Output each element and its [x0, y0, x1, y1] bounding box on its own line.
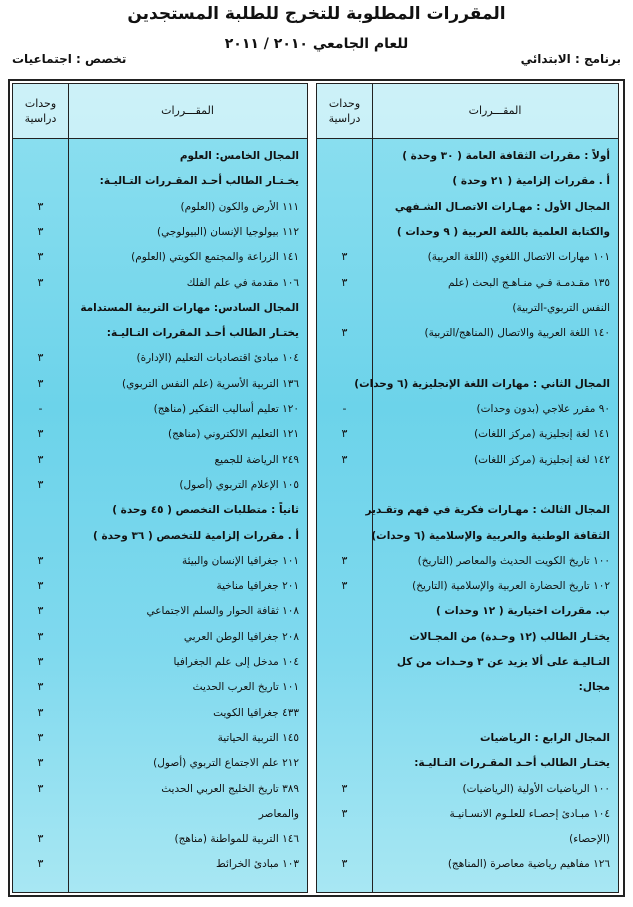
course-units: - [342, 402, 347, 415]
course-row [317, 675, 618, 699]
course-row [13, 195, 307, 219]
course-text: المجال الثاني : مهارات اللغة الإنجليزية (٦ وحدات) [354, 377, 610, 390]
course-text: يختـار الطالب (١٢ وحـدة) من المجـالات [409, 630, 610, 643]
course-text: ٢٠١ جغرافيا مناخية [216, 580, 299, 593]
course-units [13, 524, 68, 548]
program-label: برنامج : الابتدائي [520, 52, 621, 66]
course-units: ٣ [37, 224, 44, 238]
course-text: ١٠٤ مبادئ اقتصاديات التعليم (الإدارة) [136, 352, 299, 365]
course-units [13, 802, 68, 826]
course-units [13, 498, 68, 522]
course-text: ١١٢ بيولوجيا الإنسان (البيولوجي) [157, 225, 299, 238]
course-units: ٣ [37, 275, 44, 289]
course-units: ٣ [37, 730, 44, 744]
left-table [12, 83, 308, 893]
course-units: ٣ [341, 553, 348, 567]
course-units: ٣ [37, 629, 44, 643]
course-units [317, 296, 372, 320]
course-units: ٣ [341, 275, 348, 289]
course-row [317, 195, 618, 219]
course-text: يختـار الطالب أحـد المقـررات التـاليـة: [414, 757, 610, 770]
course-text: المجال الرابع : الرياضيات [479, 731, 610, 744]
course-row [13, 397, 307, 421]
course-text: ١١١ الأرض والكون (العلوم) [180, 200, 299, 213]
course-units [317, 346, 372, 370]
course-row [317, 372, 618, 396]
course-units [317, 650, 372, 674]
course-row [13, 650, 307, 674]
course-row [13, 827, 307, 851]
course-text: ٢٤٩ الرياضة للجميع [214, 453, 299, 466]
courses-header: المقـــررات [161, 104, 214, 118]
course-text: ١٤٢ لغة إنجليزية (مركز اللغات) [474, 453, 610, 466]
course-units [317, 144, 372, 168]
course-row [317, 701, 618, 725]
table-header [13, 84, 307, 139]
course-row [13, 625, 307, 649]
course-units: ٣ [37, 705, 44, 719]
course-row [13, 271, 307, 295]
course-text: والمعاصر [258, 807, 299, 820]
course-row [317, 498, 618, 522]
course-row [13, 448, 307, 472]
course-row [13, 422, 307, 446]
course-text: الثقافة الوطنية والعربية والإسلامية (٦ وحدات) [371, 529, 610, 542]
course-row [317, 802, 618, 826]
course-row [13, 372, 307, 396]
course-text: ١٤٠ اللغة العربية والاتصال (المناهج/التربية) [424, 327, 610, 340]
course-row [13, 802, 307, 826]
course-row [13, 346, 307, 370]
course-units: ٣ [341, 326, 348, 340]
course-row [13, 574, 307, 598]
course-text: النفس التربوي-التربية) [512, 301, 610, 314]
course-units [317, 599, 372, 623]
course-text: ١٠٣ مبادئ الخرائط [216, 858, 299, 871]
course-text: والكتابة العلمية باللغة العربية ( ٩ وحدات ) [396, 225, 610, 238]
course-units: ٣ [37, 250, 44, 264]
course-units: ٣ [37, 655, 44, 668]
course-row [13, 701, 307, 725]
course-text: ٢٠٨ جغرافيا الوطن العربي [183, 630, 299, 643]
course-row [317, 321, 618, 345]
course-units: ٣ [341, 806, 348, 820]
course-text [377, 473, 610, 497]
course-row [317, 422, 618, 446]
course-units [317, 220, 372, 244]
course-text: ١٤٦ التربية للمواطنة (مناهج) [174, 833, 299, 846]
course-row [13, 220, 307, 244]
course-text: ١٢٠ تعليم أساليب التفكير (مناهج) [153, 403, 299, 415]
course-row [317, 448, 618, 472]
course-text: ١٠١ مهارات الاتصال اللغوي (اللغة العربية) [427, 251, 610, 264]
course-units: ٣ [37, 756, 44, 770]
course-row [13, 599, 307, 623]
course-row [13, 498, 307, 522]
course-row [13, 549, 307, 573]
course-text: ١٠٢ تاريخ الحضارة العربية والإسلامية (التاريخ) [412, 580, 610, 593]
course-text: ٤٣٣ جغرافيا الكويت [213, 706, 299, 719]
course-row [13, 321, 307, 345]
course-row [317, 346, 618, 370]
right-table [316, 83, 619, 893]
course-text: ١٣٦ التربية الأسرية (علم النفس التربوي) [121, 377, 299, 390]
course-row [317, 245, 618, 269]
course-units: ٣ [37, 477, 44, 491]
table-header [317, 84, 618, 139]
course-units [13, 144, 68, 168]
course-text: ٢١٢ علم الاجتماع التربوي (أصول) [153, 757, 299, 770]
course-text: ١٢١ التعليم الالكتروني (مناهج) [167, 428, 299, 441]
course-units: ٣ [341, 250, 348, 264]
course-text: (الإحصاء) [569, 833, 610, 846]
course-units [317, 473, 372, 497]
course-row [13, 777, 307, 801]
course-text: يختـار الطالب أحـد المقررات التـاليـة: [106, 327, 299, 340]
course-row [317, 650, 618, 674]
course-row [317, 524, 618, 548]
course-text: يخـتـار الطالب أحـد المقـررات التـاليـة: [99, 175, 299, 188]
course-row [317, 220, 618, 244]
course-units: ٣ [37, 857, 44, 871]
course-text: ١٠٦ مقدمة في علم الفلك [186, 276, 299, 289]
course-row [317, 169, 618, 193]
course-units: ٣ [37, 199, 44, 213]
course-units: ٣ [341, 857, 348, 871]
course-units [317, 701, 372, 725]
course-row [13, 675, 307, 699]
course-units: ٣ [37, 351, 44, 365]
units-header: وحدات دراسية [328, 96, 361, 125]
course-row [317, 397, 618, 421]
course-text: ١٠١ جغرافيا الإنسان والبيئة [181, 554, 299, 567]
course-units [317, 675, 372, 699]
course-text: المجال الخامس: العلوم [179, 150, 299, 162]
course-units [317, 169, 372, 193]
course-row [317, 271, 618, 295]
course-text: ١٠٤ مدخل إلى علم الجغرافيا [173, 656, 299, 668]
course-row [13, 524, 307, 548]
course-text: المجال السادس: مهارات التربية المستدامة [80, 301, 299, 314]
course-units: ٣ [37, 452, 44, 466]
course-units [317, 498, 372, 522]
course-units: ٣ [37, 781, 44, 795]
academic-year: للعام الجامعي ٢٠١٠ / ٢٠١١ [224, 36, 409, 52]
course-units: ٣ [37, 832, 44, 846]
course-row [317, 296, 618, 320]
course-text: ١٠٥ الإعلام التربوي (أصول) [179, 478, 299, 491]
course-units: ٣ [37, 553, 44, 567]
course-row [13, 296, 307, 320]
course-units [317, 827, 372, 851]
course-text: ب. مقررات اختيارية ( ١٢ وحدات ) [435, 605, 610, 618]
course-units [13, 169, 68, 193]
course-units [317, 372, 372, 396]
course-units [317, 625, 372, 649]
course-text: ١٠٨ ثقافة الحوار والسلم الاجتماعي [146, 605, 299, 618]
course-units: ٣ [341, 579, 348, 593]
course-text: ١٤١ الزراعة والمجتمع الكويتي (العلوم) [131, 251, 299, 264]
course-units: ٣ [341, 781, 348, 795]
course-units: ٣ [37, 579, 44, 593]
course-units: ٣ [37, 680, 44, 694]
course-units [13, 321, 68, 345]
course-text: التـاليـة على ألا يزيد عن ٣ وحـدات من كل [396, 656, 610, 668]
course-row [317, 777, 618, 801]
course-text: ١٢٦ مفاهيم رياضية معاصرة (المناهج) [447, 858, 610, 871]
course-text: ١٠٠ الرياضيات الأولية (الرياضيات) [462, 782, 610, 795]
course-text: ١٠٤ مبـادئ إحصـاء للعلـوم الانسـانيـة [449, 807, 610, 820]
course-text: ١٤٥ التربية الحياتية [217, 731, 299, 744]
course-text: ١٤١ لغة إنجليزية (مركز اللغات) [474, 428, 610, 441]
units-header: وحدات دراسية [24, 96, 57, 125]
course-row [13, 245, 307, 269]
course-units [317, 524, 372, 548]
course-units: ٣ [341, 427, 348, 441]
course-units [13, 296, 68, 320]
course-row [13, 852, 307, 876]
course-row [317, 751, 618, 775]
course-text [377, 346, 610, 370]
course-text: المجال الأول : مهـارات الاتصـال الشـفهي [394, 200, 610, 213]
course-text: مجال: [578, 681, 610, 694]
course-row [317, 574, 618, 598]
course-units: - [38, 402, 43, 415]
course-text: ٩٠ مقرر علاجي (بدون وحدات) [476, 403, 610, 415]
course-text: ٣٨٩ تاريخ الخليج العربي الحديث [161, 782, 299, 795]
course-units: ٣ [37, 427, 44, 441]
course-row [13, 473, 307, 497]
course-row [317, 827, 618, 851]
course-text: ١٠١ تاريخ العرب الحديث [192, 681, 299, 694]
course-units [317, 751, 372, 775]
course-units [317, 195, 372, 219]
course-text: أ . مقررات إلزامية للتخصص ( ٣٦ وحدة ) [93, 529, 299, 542]
course-row [317, 625, 618, 649]
course-row [13, 169, 307, 193]
course-row [13, 726, 307, 750]
courses-header: المقـــررات [468, 104, 522, 118]
course-row [317, 549, 618, 573]
course-units [317, 726, 372, 750]
course-text: ثانياً : متطلبات التخصص ( ٤٥ وحدة ) [112, 504, 299, 517]
course-text: ١٣٥ مقـدمـة فـي منـاهـج البحث (علم [448, 276, 610, 289]
course-units: ٣ [37, 604, 44, 618]
course-text: أ . مقررات إلزامية ( ٢١ وحدة ) [452, 175, 610, 188]
course-row [13, 751, 307, 775]
course-text: ١٠٠ تاريخ الكويت الحديث والمعاصر (التاريخ) [417, 554, 610, 567]
course-text [377, 701, 610, 725]
course-row [317, 726, 618, 750]
course-row [13, 144, 307, 168]
course-row [317, 144, 618, 168]
course-units: ٣ [37, 376, 44, 390]
course-row [317, 852, 618, 876]
document-title: المقررات المطلوبة للتخرج للطلبة المستجدين [127, 4, 506, 24]
course-units: ٣ [341, 452, 348, 466]
major-label: تخصص : اجتماعيات [12, 52, 127, 66]
course-text: المجال الثالث : مهـارات فكرية في فهم وتقـدير [365, 504, 610, 517]
course-row [317, 473, 618, 497]
course-row [317, 599, 618, 623]
course-text: أولاً : مقررات الثقافة العامة ( ٣٠ وحدة ) [402, 150, 610, 162]
